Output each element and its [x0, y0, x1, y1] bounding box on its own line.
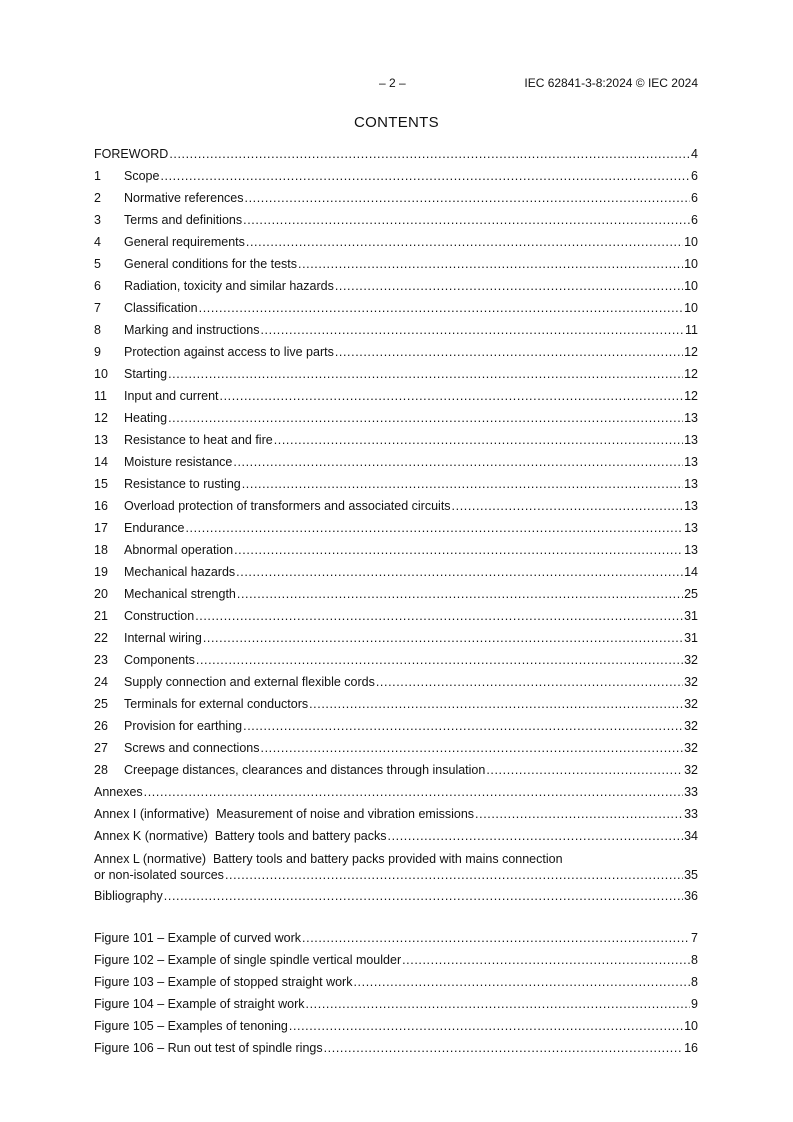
- toc-entry-number: 10: [94, 367, 108, 381]
- toc-entry-page: 12: [684, 389, 698, 403]
- toc-entry-clause-16[interactable]: [94, 495, 698, 517]
- toc-entry-annex-l[interactable]: [94, 851, 698, 883]
- toc-entry-clause-18[interactable]: [94, 539, 698, 561]
- toc-entry-label: Terms and definitions: [124, 213, 243, 227]
- toc-entry-label: Protection against access to live parts: [124, 345, 334, 359]
- dot-leader: [243, 715, 683, 737]
- dot-leader: [261, 737, 684, 759]
- toc-entry-label: Figure 105 – Examples of tenoning: [94, 1019, 288, 1033]
- toc-entry-label: Mechanical hazards: [124, 565, 236, 579]
- toc-entry-label: Normative references: [124, 191, 244, 205]
- toc-entry-label: Supply connection and external flexible cords: [124, 675, 375, 689]
- toc-entry-number: 2: [94, 191, 101, 205]
- toc-entry-number: 27: [94, 741, 108, 755]
- toc-entry-page: 10: [684, 1019, 698, 1033]
- toc-entry-page: 32: [684, 719, 698, 733]
- toc-entry-page: 7: [691, 931, 698, 945]
- toc-entry-page: 32: [684, 697, 698, 711]
- toc-entry-label: Figure 104 – Example of straight work: [94, 997, 305, 1011]
- toc-entry-label: Figure 106 – Run out test of spindle rings: [94, 1041, 323, 1055]
- dot-leader: [335, 341, 683, 363]
- toc-entry-number: 4: [94, 235, 101, 249]
- dot-leader: [452, 495, 684, 517]
- dot-leader: [233, 451, 683, 473]
- toc-entry-bibliography[interactable]: [94, 885, 698, 907]
- dot-leader: [169, 143, 690, 165]
- toc-entry-number: 24: [94, 675, 108, 689]
- toc-entry-page: 33: [684, 807, 698, 821]
- toc-main: [94, 143, 698, 907]
- toc-entry-label: Screws and connections: [124, 741, 260, 755]
- toc-entry-clause-12[interactable]: [94, 407, 698, 429]
- dot-leader: [475, 803, 683, 825]
- toc-entry-number: 8: [94, 323, 101, 337]
- dot-leader: [302, 927, 690, 949]
- toc-entry-clause-14[interactable]: [94, 451, 698, 473]
- dot-leader: [486, 759, 683, 781]
- dot-leader: [309, 693, 683, 715]
- toc-entry-page: 34: [684, 829, 698, 843]
- toc-entry-label: Input and current: [124, 389, 219, 403]
- toc-entry-label: Overload protection of transformers and associated circuits: [124, 499, 451, 513]
- toc-entry-label: FOREWORD: [94, 147, 169, 161]
- toc-entry-label: Abnormal operation: [124, 543, 234, 557]
- dot-leader: [289, 1015, 683, 1037]
- toc-entry-number: 18: [94, 543, 108, 557]
- toc-entry-label: Marking and instructions: [124, 323, 260, 337]
- dot-leader: [402, 949, 690, 971]
- toc-entry-page: 6: [691, 169, 698, 183]
- toc-entry-clause-3[interactable]: [94, 209, 698, 231]
- toc-entry-page: 10: [684, 257, 698, 271]
- dot-leader: [274, 429, 683, 451]
- toc-entry-label: Heating: [124, 411, 168, 425]
- toc-entry-label: Starting: [124, 367, 168, 381]
- toc-entry-clause-24[interactable]: [94, 671, 698, 693]
- toc-entry-figure-1[interactable]: [94, 927, 698, 949]
- toc-entry-number: 1: [94, 169, 101, 183]
- dot-leader: [260, 319, 684, 341]
- toc-entry-clause-15[interactable]: [94, 473, 698, 495]
- toc-entry-number: 25: [94, 697, 108, 711]
- toc-entry-figure-6[interactable]: [94, 1037, 698, 1059]
- toc-entry-page: 13: [684, 543, 698, 557]
- dot-leader: [324, 1037, 683, 1059]
- toc-entry-number: 12: [94, 411, 108, 425]
- dot-leader: [164, 885, 683, 907]
- toc-entry-clause-28[interactable]: [94, 759, 698, 781]
- toc-entry-clause-1[interactable]: [94, 165, 698, 187]
- toc-entry-number: 16: [94, 499, 108, 513]
- toc-entry-page: 10: [684, 279, 698, 293]
- toc-entry-figure-5[interactable]: [94, 1015, 698, 1037]
- toc-entry-label-line1: Annex L (normative) Battery tools and battery packs provided with mains connection: [94, 852, 563, 866]
- dot-leader: [160, 165, 690, 187]
- dot-leader: [243, 209, 690, 231]
- toc-entry-clause-6[interactable]: [94, 275, 698, 297]
- clause-list: [94, 165, 698, 781]
- dot-leader: [242, 473, 683, 495]
- dot-leader: [237, 583, 683, 605]
- dot-leader: [298, 253, 683, 275]
- toc-entry-annexes[interactable]: [94, 781, 698, 803]
- toc-entry-page: 13: [684, 433, 698, 447]
- toc-entry-label: Figure 101 – Example of curved work: [94, 931, 302, 945]
- toc-entry-page: 32: [684, 653, 698, 667]
- toc-entry-clause-21[interactable]: [94, 605, 698, 627]
- toc-entry-annex-i[interactable]: [94, 803, 698, 825]
- toc-entry-clause-17[interactable]: [94, 517, 698, 539]
- toc-entry-page: 31: [684, 609, 698, 623]
- dot-leader: [196, 649, 683, 671]
- dot-leader: [245, 187, 691, 209]
- toc-entry-number: 5: [94, 257, 101, 271]
- toc-entry-page: 33: [684, 785, 698, 799]
- dot-leader: [388, 825, 684, 847]
- toc-entry-page: 32: [684, 741, 698, 755]
- toc-entry-label: Construction: [124, 609, 195, 623]
- toc-entry-clause-2[interactable]: [94, 187, 698, 209]
- dot-leader: [144, 781, 683, 803]
- toc-entry-clause-23[interactable]: [94, 649, 698, 671]
- toc-entry-number: 6: [94, 279, 101, 293]
- toc-entry-number: 23: [94, 653, 108, 667]
- toc-entry-clause-8[interactable]: [94, 319, 698, 341]
- toc-entry-clause-4[interactable]: [94, 231, 698, 253]
- toc-entry-number: 17: [94, 521, 108, 535]
- toc-entry-page: 31: [684, 631, 698, 645]
- toc-entry-page: 13: [684, 499, 698, 513]
- toc-entry-page: 6: [691, 191, 698, 205]
- toc-entry-clause-26[interactable]: [94, 715, 698, 737]
- dot-leader: [306, 993, 691, 1015]
- toc-entry-page: 10: [684, 301, 698, 315]
- toc-entry-clause-9[interactable]: [94, 341, 698, 363]
- dot-leader: [236, 561, 683, 583]
- document-id: IEC 62841-3-8:2024 © IEC 2024: [524, 76, 698, 90]
- toc-entry-page: 25: [684, 587, 698, 601]
- toc-entry-label: Internal wiring: [124, 631, 202, 645]
- toc-entry-page: 16: [684, 1041, 698, 1055]
- toc-entry-page: 12: [684, 367, 698, 381]
- dot-leader: [353, 971, 690, 993]
- toc-entry-label: Mechanical strength: [124, 587, 236, 601]
- toc-entry-clause-19[interactable]: [94, 561, 698, 583]
- toc-entry-page: 6: [691, 213, 698, 227]
- toc-entry-label: Moisture resistance: [124, 455, 233, 469]
- page-number: – 2 –: [379, 76, 406, 90]
- toc-entry-figure-4[interactable]: [94, 993, 698, 1015]
- toc-entry-clause-22[interactable]: [94, 627, 698, 649]
- toc-entry-page: 12: [684, 345, 698, 359]
- toc-entry-figure-3[interactable]: [94, 971, 698, 993]
- toc-entry-label: Terminals for external conductors: [124, 697, 309, 711]
- dot-leader: [246, 231, 683, 253]
- toc-entry-page: 9: [691, 997, 698, 1011]
- toc-entry-label: Resistance to heat and fire: [124, 433, 273, 447]
- page-header: [94, 76, 698, 92]
- toc-entry-figure-2[interactable]: [94, 949, 698, 971]
- toc-entry-page: 10: [684, 235, 698, 249]
- toc-entry-number: 13: [94, 433, 108, 447]
- dot-leader: [234, 539, 683, 561]
- toc-entry-number: 11: [94, 389, 107, 403]
- dot-leader: [335, 275, 683, 297]
- toc-entry-page: 8: [691, 975, 698, 989]
- toc-entry-number: 28: [94, 763, 108, 777]
- toc-entry-clause-13[interactable]: [94, 429, 698, 451]
- toc-entry-page: 32: [684, 763, 698, 777]
- dot-leader: [220, 385, 684, 407]
- dot-leader: [203, 627, 683, 649]
- toc-entry-number: 9: [94, 345, 101, 359]
- toc-entry-label: Creepage distances, clearances and distances through insulation: [124, 763, 486, 777]
- toc-entry-label: Components: [124, 653, 195, 667]
- toc-entry-number: 21: [94, 609, 108, 623]
- toc-entry-label: Bibliography: [94, 889, 163, 903]
- toc-entry-clause-5[interactable]: [94, 253, 698, 275]
- dot-leader: [168, 363, 683, 385]
- toc-entry-number: 20: [94, 587, 108, 601]
- toc-entry-foreword[interactable]: [94, 143, 698, 165]
- toc-entry-page: 13: [684, 411, 698, 425]
- toc-entry-page: 11: [685, 323, 698, 337]
- toc-entry-label: Annex I (informative) Measurement of noise and vibration emissions: [94, 807, 475, 821]
- toc-entry-page: 14: [684, 565, 698, 579]
- toc-entry-page: 4: [691, 147, 698, 161]
- toc-entry-annex-k[interactable]: [94, 825, 698, 847]
- toc-entry-page: 8: [691, 953, 698, 967]
- toc-entry-page: 13: [684, 521, 698, 535]
- page-title: CONTENTS: [354, 114, 439, 131]
- dot-leader: [376, 671, 683, 693]
- toc-entry-number: 3: [94, 213, 101, 227]
- toc-entry-number: 7: [94, 301, 101, 315]
- toc-entry-label: Classification: [124, 301, 198, 315]
- toc-entry-label: Figure 102 – Example of single spindle vertical moulder: [94, 953, 402, 967]
- dot-leader: [225, 867, 683, 883]
- toc-entry-label: Provision for earthing: [124, 719, 243, 733]
- toc-entry-clause-25[interactable]: [94, 693, 698, 715]
- toc-entry-number: 22: [94, 631, 108, 645]
- toc-entry-label-line2: or non-isolated sources: [94, 868, 224, 882]
- toc-entry-label: Figure 103 – Example of stopped straight work: [94, 975, 353, 989]
- toc-entry-clause-27[interactable]: [94, 737, 698, 759]
- toc-entry-label: Resistance to rusting: [124, 477, 241, 491]
- toc-entry-clause-10[interactable]: [94, 363, 698, 385]
- toc-entry-clause-11[interactable]: [94, 385, 698, 407]
- toc-entry-number: 14: [94, 455, 108, 469]
- toc-entry-label: General requirements: [124, 235, 245, 249]
- toc-entry-label: General conditions for the tests: [124, 257, 298, 271]
- dot-leader: [199, 297, 683, 319]
- toc-entry-label: Radiation, toxicity and similar hazards: [124, 279, 334, 293]
- dot-leader: [185, 517, 683, 539]
- toc-entry-label: Scope: [124, 169, 160, 183]
- toc-entry-label: Annexes: [94, 785, 143, 799]
- toc-entry-page: 35: [684, 868, 698, 882]
- toc-entry-page: 32: [684, 675, 698, 689]
- toc-entry-number: 15: [94, 477, 108, 491]
- dot-leader: [168, 407, 683, 429]
- toc-entry-page: 13: [684, 455, 698, 469]
- toc-entry-label: Endurance: [124, 521, 185, 535]
- figure-list: [94, 927, 698, 1059]
- toc-entry-page: 36: [684, 889, 698, 903]
- toc-entry-label: Annex K (normative) Battery tools and battery packs: [94, 829, 387, 843]
- toc-entry-number: 26: [94, 719, 108, 733]
- toc-entry-number: 19: [94, 565, 108, 579]
- toc-entry-page: 13: [684, 477, 698, 491]
- dot-leader: [195, 605, 683, 627]
- toc-entry-clause-7[interactable]: [94, 297, 698, 319]
- toc-entry-clause-20[interactable]: [94, 583, 698, 605]
